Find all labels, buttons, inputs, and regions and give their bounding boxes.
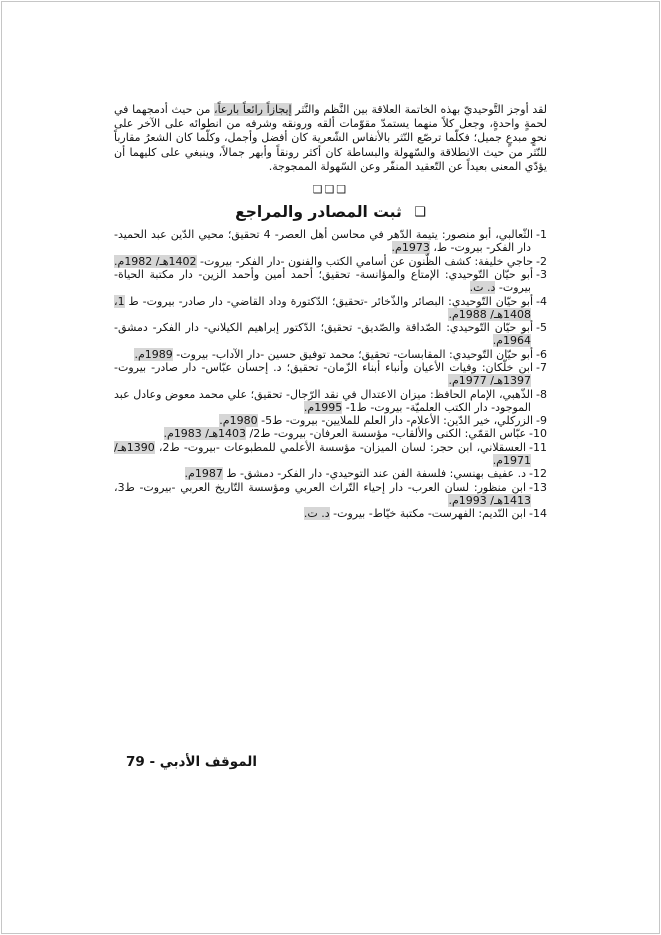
section-separator-squares-icon: ❑❑❑ — [312, 183, 349, 197]
reference-number: 2- — [536, 254, 547, 268]
square-bullet-icon: ❑ — [414, 205, 426, 221]
reference-date-highlight: 1987م. — [184, 467, 223, 481]
highlighted-text: إيجازاً رائعاً بارعاً، — [214, 103, 292, 116]
reference-text: العسقلاني، ابن حجر: لسان الميزان- مؤسسة الأعلمي للمطبوعات -بيروت- ط2، — [154, 440, 527, 454]
reference-item — [114, 321, 547, 348]
reference-number: 13- — [529, 480, 547, 494]
reference-date-highlight: 1413هـ/ 1993م. — [448, 493, 531, 507]
references-list — [114, 228, 547, 521]
reference-text: أبو حيّان التّوحيدي: البصائر والذّخائر -تحقيق؛ الدّكتورة وداد القاضي- دار صادر- بيروت- ط — [124, 294, 534, 308]
reference-number: 8- — [536, 387, 547, 401]
closing-paragraph — [114, 103, 547, 174]
reference-number: 7- — [536, 360, 547, 374]
reference-text: ابن منظور: لسان العرب- دار إحياء التّراث العربي ومؤسسة التّاريخ العربي -بيروت- ط3، — [114, 480, 527, 494]
reference-number: 4- — [536, 294, 547, 308]
reference-text: ابن خلّكان: وفيات الأعيان وأنباء أبناء الزّمان- تحقيق؛ د. إحسان عبّاس- دار صادر- بيروت- — [114, 360, 534, 374]
reference-number: 1- — [536, 228, 547, 242]
reference-text: أبو حيّان التّوحيدي: الإمتاع والمؤانسة- تحقيق؛ أحمد أمين وأحمد الزين- دار مكتبة الحياة- بيروت- — [114, 267, 534, 295]
reference-number: 3- — [536, 267, 547, 281]
reference-item — [114, 295, 547, 322]
journal-name-and-page-number: الموقف الأدبي - 79 — [126, 754, 257, 770]
reference-item — [114, 507, 547, 520]
page-footer — [126, 754, 257, 770]
reference-date-highlight: د. ت. — [469, 281, 496, 295]
reference-item — [114, 441, 547, 468]
reference-text: الزركلي، خير الدّين: الأعلام- دار العلم للملايين- بيروت- ط5- — [257, 414, 534, 428]
reference-date-highlight: 1390هـ/ 1971م. — [114, 440, 531, 468]
reference-item — [114, 361, 547, 388]
reference-date-highlight: د. ت. — [303, 507, 330, 521]
reference-number: 5- — [536, 321, 547, 335]
reference-text: أبو حيّان التّوحيدي: المقابسات- تحقيق؛ محمد توفيق حسين -دار الآداب- بيروت- — [172, 347, 534, 361]
reference-date-highlight: 1، 1408هـ/ 1988م. — [114, 294, 531, 321]
reference-item — [114, 348, 547, 361]
reference-text: الثّعالبي، أبو منصور: يتيمة الدّهر في محاسن أهل العصر- 4 تحقيق؛ محيي الدّين عبد الحميد- دار الفكر- بيروت- ط، — [114, 228, 534, 255]
reference-text: عبّاس القمّي: الكنى والألقاب- مؤسسة العرفان- بيروت- ط2/ — [246, 427, 527, 441]
reference-item — [114, 255, 547, 268]
reference-number: 12- — [529, 467, 547, 481]
reference-date-highlight: 1964م. — [492, 334, 531, 348]
reference-date-highlight: 1403هـ/ 1983م. — [163, 427, 247, 441]
reference-item — [114, 228, 547, 255]
section-heading — [114, 203, 547, 221]
reference-date-highlight: 1980م. — [219, 414, 258, 428]
paragraph-text: لقد أوجز التَّوحيديّ بهذه الخاتمة العلاقة بين النَّظم والنَّثر — [291, 103, 548, 116]
reference-text: حاجي خليفة: كشف الظّنون عن أسامي الكتب والفنون -دار الفكر- بيروت- — [196, 254, 534, 268]
reference-text: د. عفيف بهنسي: فلسفة الفن عند التوحيدي- دار الفكر- دمشق- ط — [222, 467, 527, 481]
reference-date-highlight: 1973م. — [391, 241, 430, 255]
paragraph-text: من حيث أدمجهما في لحمةٍ واحدةٍ، وجعل كلاً منهما يستمدّ مقوّمات ألقه ورونقه وشرفه من انطوائه على الآخر على نحوٍ مبدعٍ جميل؛ فكلّما ترصّع النّثر بالأنفاس الشّعرية كان أفضل وأجمل، وكلّما كان الشعرُ مقارباً للنّثر من حيث الانطلاقة والسّهولة والبساطة كان أكثر رونقاً وأبهر جمالاً، وينبغي على كليهما أن يؤدّي المعنى بعيداً عن التّعقيد المنفّر وعن السّهولة الممجوجة. — [114, 103, 547, 173]
reference-item — [114, 414, 547, 427]
reference-number: 11- — [529, 440, 547, 454]
reference-date-highlight: 1397هـ/ 1977م. — [448, 374, 531, 388]
section-title: ثبت المصادر والمراجع — [235, 203, 402, 222]
reference-date-highlight: 1989م. — [134, 347, 173, 361]
reference-item — [114, 268, 547, 295]
reference-text: أبو حيّان التّوحيدي: الصّداقة والصّديق- تحقيق؛ الدّكتور إبراهيم الكيلاني- دار الفكر- دمشق- — [114, 321, 534, 335]
reference-number: 10- — [529, 427, 547, 441]
reference-text: الذّهبي، الإمام الحافظ: ميزان الاعتدال في نقد الرّجال- تحقيق؛ علي محمد معوض وعادل عبد الموجود- دار الكتب العلميّة- بيروت- ط1- — [114, 387, 534, 414]
reference-item — [114, 481, 547, 508]
reference-item — [114, 427, 547, 440]
reference-text: ابن النّديم: الفهرست- مكتبة خيّاط- بيروت- — [329, 507, 527, 521]
reference-date-highlight: 1995م. — [303, 400, 343, 414]
reference-item — [114, 467, 547, 480]
page-content — [114, 103, 547, 521]
reference-number: 14- — [529, 507, 547, 521]
reference-number: 6- — [536, 347, 547, 361]
reference-date-highlight: 1402هـ/ 1982م. — [114, 254, 197, 268]
reference-item — [114, 388, 547, 415]
reference-number: 9- — [536, 414, 547, 428]
